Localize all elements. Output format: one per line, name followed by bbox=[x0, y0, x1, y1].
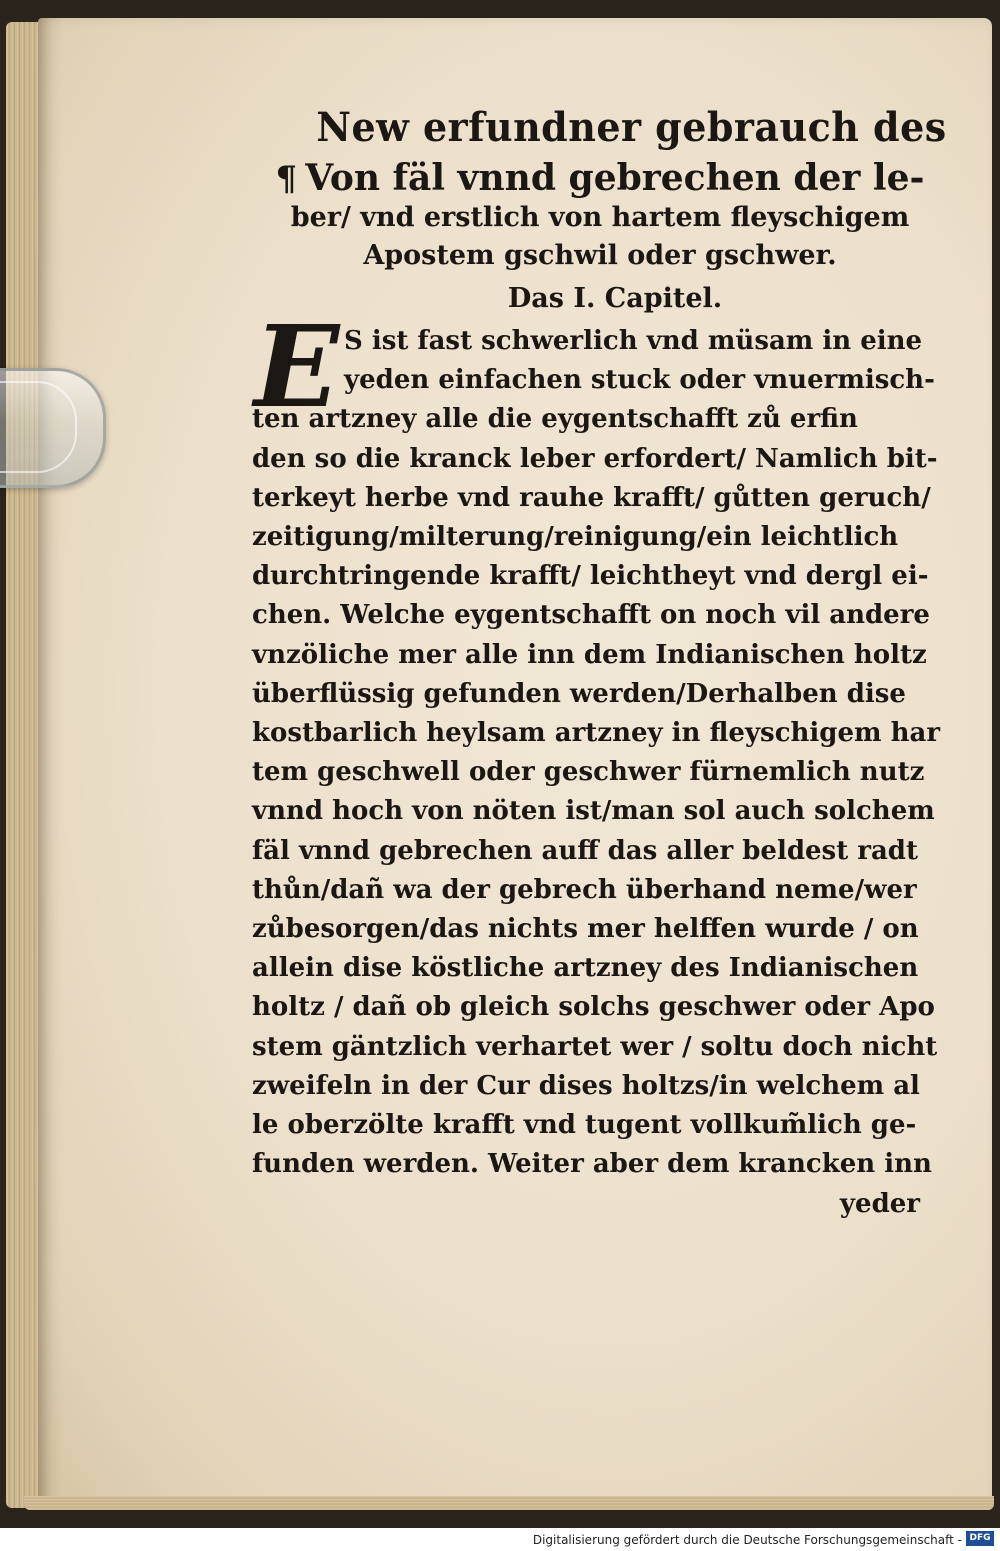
pilcrow-icon: ¶ bbox=[275, 159, 298, 199]
body-line: zeitigung/milterung/reinigung/ein leichtlich bbox=[252, 522, 899, 553]
body-line: tem geschwell oder geschwer fürnemlich nutz bbox=[252, 757, 925, 788]
body-line: den so die kranck leber erfordert/ Namlich bit- bbox=[252, 443, 938, 474]
footer-bar bbox=[0, 1528, 1000, 1551]
body-line: holtz / dañ ob gleich solchs geschwer oder Apo bbox=[252, 992, 935, 1023]
body-line: ten artzney alle die eygentschafft zů erfin bbox=[252, 404, 858, 435]
body-line: überflüssig gefunden werden/Derhalben dise bbox=[252, 678, 906, 709]
body-line: zůbesorgen/das nichts mer helffen wurde / on bbox=[252, 914, 919, 945]
body-line: le oberzölte krafft vnd tugent vollkum̃lich ge- bbox=[252, 1110, 917, 1141]
page-edges-bottom bbox=[24, 1496, 994, 1510]
body-line: S ist fast schwerlich vnd müsam in eine bbox=[344, 326, 923, 356]
body-line: chen. Welche eygentschafft on noch vil andere bbox=[252, 600, 930, 631]
body-line: yeden einfachen stuck oder vnuermisch- bbox=[344, 365, 935, 396]
body-line: allein dise köstliche artzney des Indianischen bbox=[252, 953, 919, 984]
glass-clamp-icon bbox=[0, 368, 106, 488]
body-line: durchtringende krafft/ leichtheyt vnd dergl ei- bbox=[252, 561, 929, 592]
funding-credit: Digitalisierung gefördert durch die Deutsche Forschungsgemeinschaft - bbox=[532, 1533, 962, 1547]
glass-clamp-highlight bbox=[0, 381, 77, 473]
running-head: New erfundner gebrauch des bbox=[316, 104, 947, 151]
chapter-title-line-2: ber/ vnd erstlich von hartem fleyschigem bbox=[290, 202, 910, 233]
body-line: stem gäntzlich verhartet wer / soltu doch nicht bbox=[252, 1031, 938, 1062]
page-text bbox=[210, 96, 950, 1224]
body-line: kostbarlich heylsam artzney in fleyschigem har bbox=[252, 718, 941, 749]
catchword: yeder bbox=[839, 1189, 920, 1220]
body-line: funden werden. Weiter aber dem krancken inn bbox=[252, 1149, 932, 1180]
body-line: vnnd hoch von nöten ist/man sol auch solchem bbox=[252, 796, 935, 827]
chapter-label: Das I. Capitel. bbox=[507, 283, 723, 314]
chapter-title-line-1-text: Von fäl vnnd gebrechen der le- bbox=[305, 157, 925, 199]
chapter-title-line-1 bbox=[250, 157, 950, 199]
chapter-title-line-3: Apostem gschwil oder gschwer. bbox=[363, 240, 837, 271]
body-line: vnzöliche mer alle inn dem Indianischen holtz bbox=[252, 639, 927, 670]
drop-cap-initial: E bbox=[254, 302, 340, 433]
body-line: zweifeln in der Cur dises holtzs/in welchem al bbox=[252, 1070, 920, 1101]
body-line: terkeyt herbe vnd rauhe krafft/ gůtten geruch/ bbox=[252, 482, 931, 513]
body-line: thůn/dañ wa der gebrech überhand neme/wer bbox=[252, 874, 917, 905]
chapter-title bbox=[250, 157, 950, 275]
body-line: fäl vnnd gebrechen auff das aller beldest radt bbox=[252, 835, 918, 866]
body-text bbox=[252, 302, 942, 1224]
dfg-logo-icon: DFG bbox=[966, 1531, 994, 1546]
